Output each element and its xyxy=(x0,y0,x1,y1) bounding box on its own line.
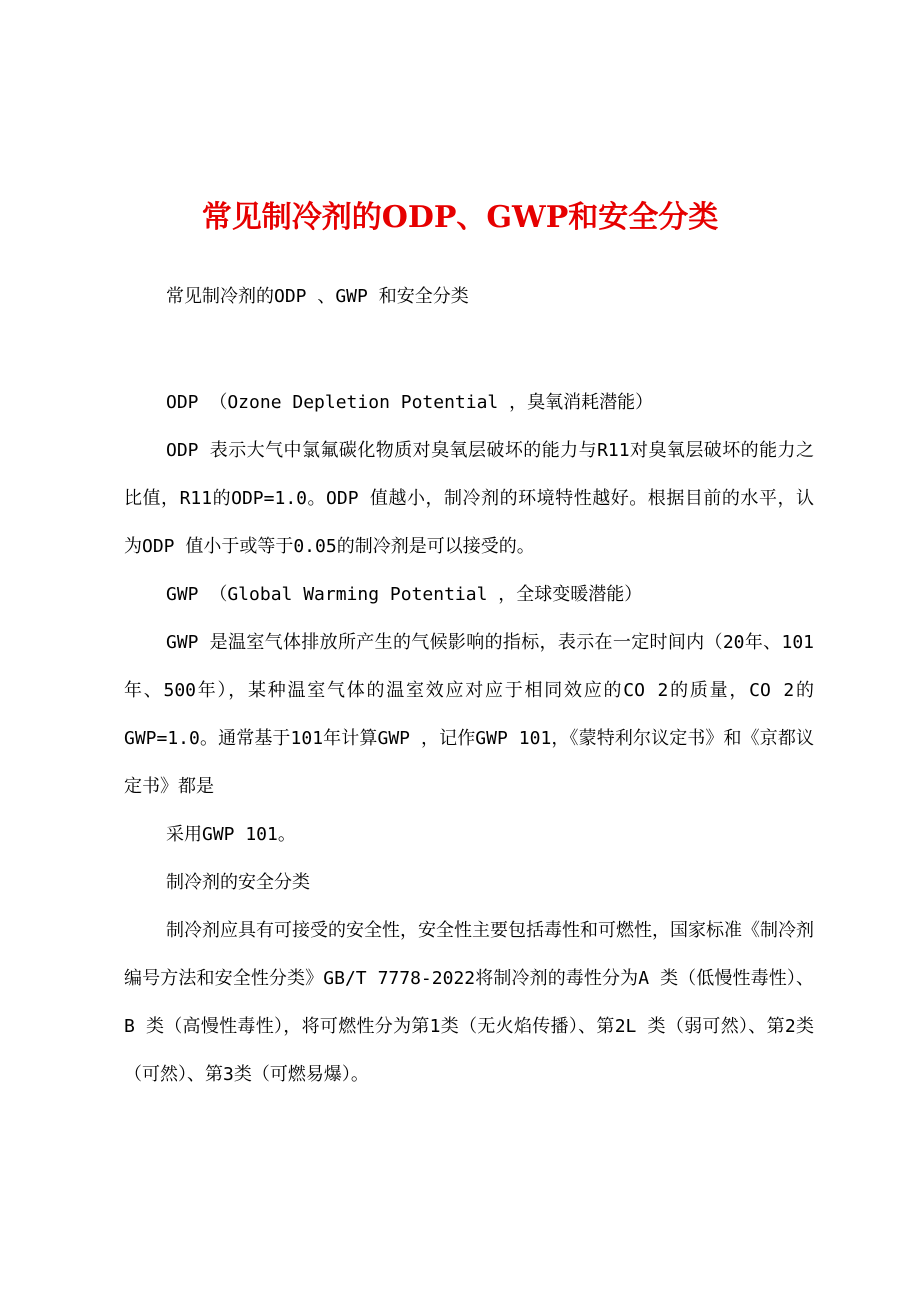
subtitle-paragraph: 常见制冷剂的ODP 、GWP 和安全分类 xyxy=(166,286,469,307)
gwp-definition-paragraph: GWP 是温室气体排放所产生的气候影响的指标，表示在一定时间内（20年、101年、500年），某种温室气体的温室效应对应于相同效应的CO 2的质量，CO 2的GWP=1.0。通常基于101年计算GWP ，记作GWP 101，《蒙特利尔议定书》和《京都议定书》都是 xyxy=(124,632,814,797)
gwp-heading-paragraph: GWP （Global Warming Potential ，全球变暖潜能） xyxy=(166,584,643,605)
odp-heading-paragraph: ODP （Ozone Depletion Potential ，臭氧消耗潜能） xyxy=(166,392,654,413)
odp-definition-paragraph: ODP 表示大气中氯氟碳化物质对臭氧层破坏的能力与R11对臭氧层破坏的能力之比值，R11的ODP=1.0。ODP 值越小，制冷剂的环境特性越好。根据目前的水平，认为ODP 值小于或等于0.05的制冷剂是可以接受的。 xyxy=(124,440,814,557)
document-title: 常见制冷剂的ODP、GWP和安全分类 xyxy=(201,200,719,235)
document-body xyxy=(124,273,814,1099)
gwp-continuation-paragraph: 采用GWP 101。 xyxy=(166,824,296,845)
safety-definition-paragraph: 制冷剂应具有可接受的安全性，安全性主要包括毒性和可燃性，国家标准《制冷剂编号方法和安全性分类》GB/T 7778-2022将制冷剂的毒性分为A 类（低慢性毒性）、B 类（高慢性毒性），将可燃性分为第1类（无火焰传播）、第2L 类（弱可然）、第2类（可然）、第3类（可燃易爆）。 xyxy=(124,920,814,1085)
safety-heading-paragraph: 制冷剂的安全分类 xyxy=(166,872,310,893)
blank-spacer xyxy=(124,321,814,379)
